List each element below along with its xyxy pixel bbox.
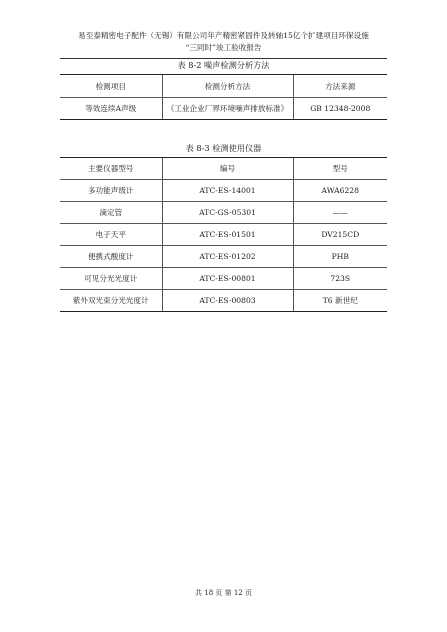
column-header: 方法来源 [293, 75, 387, 98]
table-cell: ATC-ES-00803 [162, 290, 293, 312]
table-cell: 多功能声级计 [60, 180, 162, 202]
table-cell: ATC-ES-01202 [162, 246, 293, 268]
table-header-row [60, 75, 387, 98]
table-cell: 滴定管 [60, 202, 162, 224]
report-header [30, 30, 417, 54]
instrument-table [60, 157, 387, 312]
table-cell: 《工业企业厂界环境噪声排放标准》 [162, 98, 293, 120]
header-line-2: “三同时”竣工验收报告 [185, 43, 262, 52]
table-row [60, 224, 387, 246]
noise-method-table [60, 74, 387, 120]
table-8-3-caption: 表 8-3 检测使用仪器 [185, 143, 262, 153]
table-header-row [60, 158, 387, 180]
table-row [60, 268, 387, 290]
table-cell: 紫外双光束分光光度计 [60, 290, 162, 312]
table-cell: ATC-ES-00801 [162, 268, 293, 290]
table-cell: 便携式酸度计 [60, 246, 162, 268]
table-cell: AWA6228 [293, 180, 387, 202]
table-cell: —— [293, 202, 387, 224]
column-header: 检测项目 [60, 75, 162, 98]
table-cell: GB 12348-2008 [293, 98, 387, 120]
table-row [60, 180, 387, 202]
page-footer: 共 18 页 第 12 页 [195, 589, 252, 597]
table-cell: DV215CD [293, 224, 387, 246]
table-row [60, 202, 387, 224]
table-row [60, 98, 387, 120]
column-header: 主要仪器型号 [60, 158, 162, 180]
table-row [60, 246, 387, 268]
column-header: 编号 [162, 158, 293, 180]
table-cell: ATC-ES-01501 [162, 224, 293, 246]
table-cell: 723S [293, 268, 387, 290]
header-line-1: 易至泰精密电子配件（无锡）有限公司年产精密紧固件及转轴15亿个扩建项目环保设施 [78, 31, 369, 40]
table-cell: 等效连续A声级 [60, 98, 162, 120]
column-header: 检测分析方法 [162, 75, 293, 98]
table-row [60, 290, 387, 312]
table-8-2-caption: 表 8-2 噪声检测分析方法 [177, 60, 270, 70]
table-cell: T6 新世纪 [293, 290, 387, 312]
column-header: 型号 [293, 158, 387, 180]
table-cell: ATC-ES-14001 [162, 180, 293, 202]
table-cell: ATC-GS-05301 [162, 202, 293, 224]
table-cell: 电子天平 [60, 224, 162, 246]
table-cell: 可见分光光度计 [60, 268, 162, 290]
table-cell: PHB [293, 246, 387, 268]
